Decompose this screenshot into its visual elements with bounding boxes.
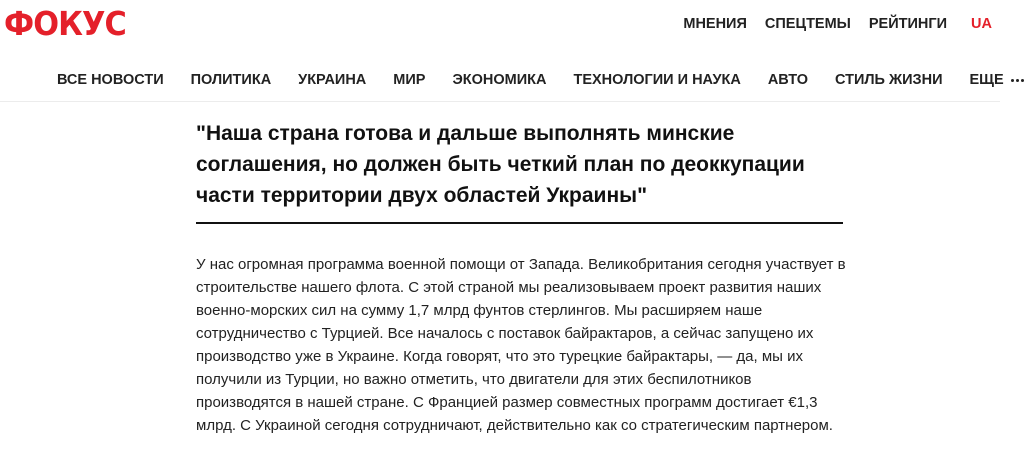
nav-item-more[interactable] — [970, 72, 1024, 88]
top-link-opinions[interactable]: МНЕНИЯ — [683, 16, 747, 32]
language-switch[interactable]: UA — [971, 16, 992, 32]
top-link-special-topics[interactable]: СПЕЦТЕМЫ — [764, 16, 851, 32]
nav-item-economy[interactable]: ЭКОНОМИКА — [452, 72, 547, 88]
top-navigation — [683, 16, 992, 32]
nav-item-tech-science[interactable]: ТЕХНОЛОГИИ И НАУКА — [573, 72, 741, 88]
nav-more-label: ЕЩЕ — [969, 72, 1004, 88]
nav-item-auto[interactable]: АВТО — [767, 72, 808, 88]
site-logo[interactable]: ФОКУС — [4, 4, 126, 43]
top-header — [0, 0, 1000, 52]
nav-item-politics[interactable]: ПОЛИТИКА — [190, 72, 272, 88]
main-navigation — [0, 62, 1004, 102]
quote-divider — [196, 222, 843, 224]
article-quote: "Наша страна готова и дальше выполнять минские соглашения, но должен быть четкий план по деоккупации части территории двух областей Украины" — [196, 122, 805, 207]
more-dots-icon — [1011, 79, 1024, 82]
article-paragraph: У нас огромная программа военной помощи от Запада. Великобритания сегодня участвует в строительстве нашего флота. С этой страной мы реализовываем проект развития наших военно-морских сил на сумму 1,7 млрд фунтов стерлингов. Мы расширяем наше сотрудничество с Турцией. Все началось с поставок байрактаров, а сейчас запущено их производство уже в Украине. Когда говорят, что это турецкие байрактары, — да, мы их получили из Турции, но важно отметить, что двигатели для этих беспилотников производятся в нашей стране. С Францией размер совместных программ достигает €1,3 млрд. С Украиной сегодня сотрудничают, действительно как со стратегическим партнером. — [196, 256, 846, 434]
main-nav-list — [57, 72, 1024, 88]
top-link-ratings[interactable]: РЕЙТИНГИ — [868, 16, 948, 32]
nav-item-ukraine[interactable]: УКРАИНА — [298, 72, 367, 88]
nav-item-all-news[interactable]: ВСЕ НОВОСТИ — [57, 72, 164, 88]
nav-item-lifestyle[interactable]: СТИЛЬ ЖИЗНИ — [834, 72, 943, 88]
nav-item-world[interactable]: МИР — [393, 72, 426, 88]
